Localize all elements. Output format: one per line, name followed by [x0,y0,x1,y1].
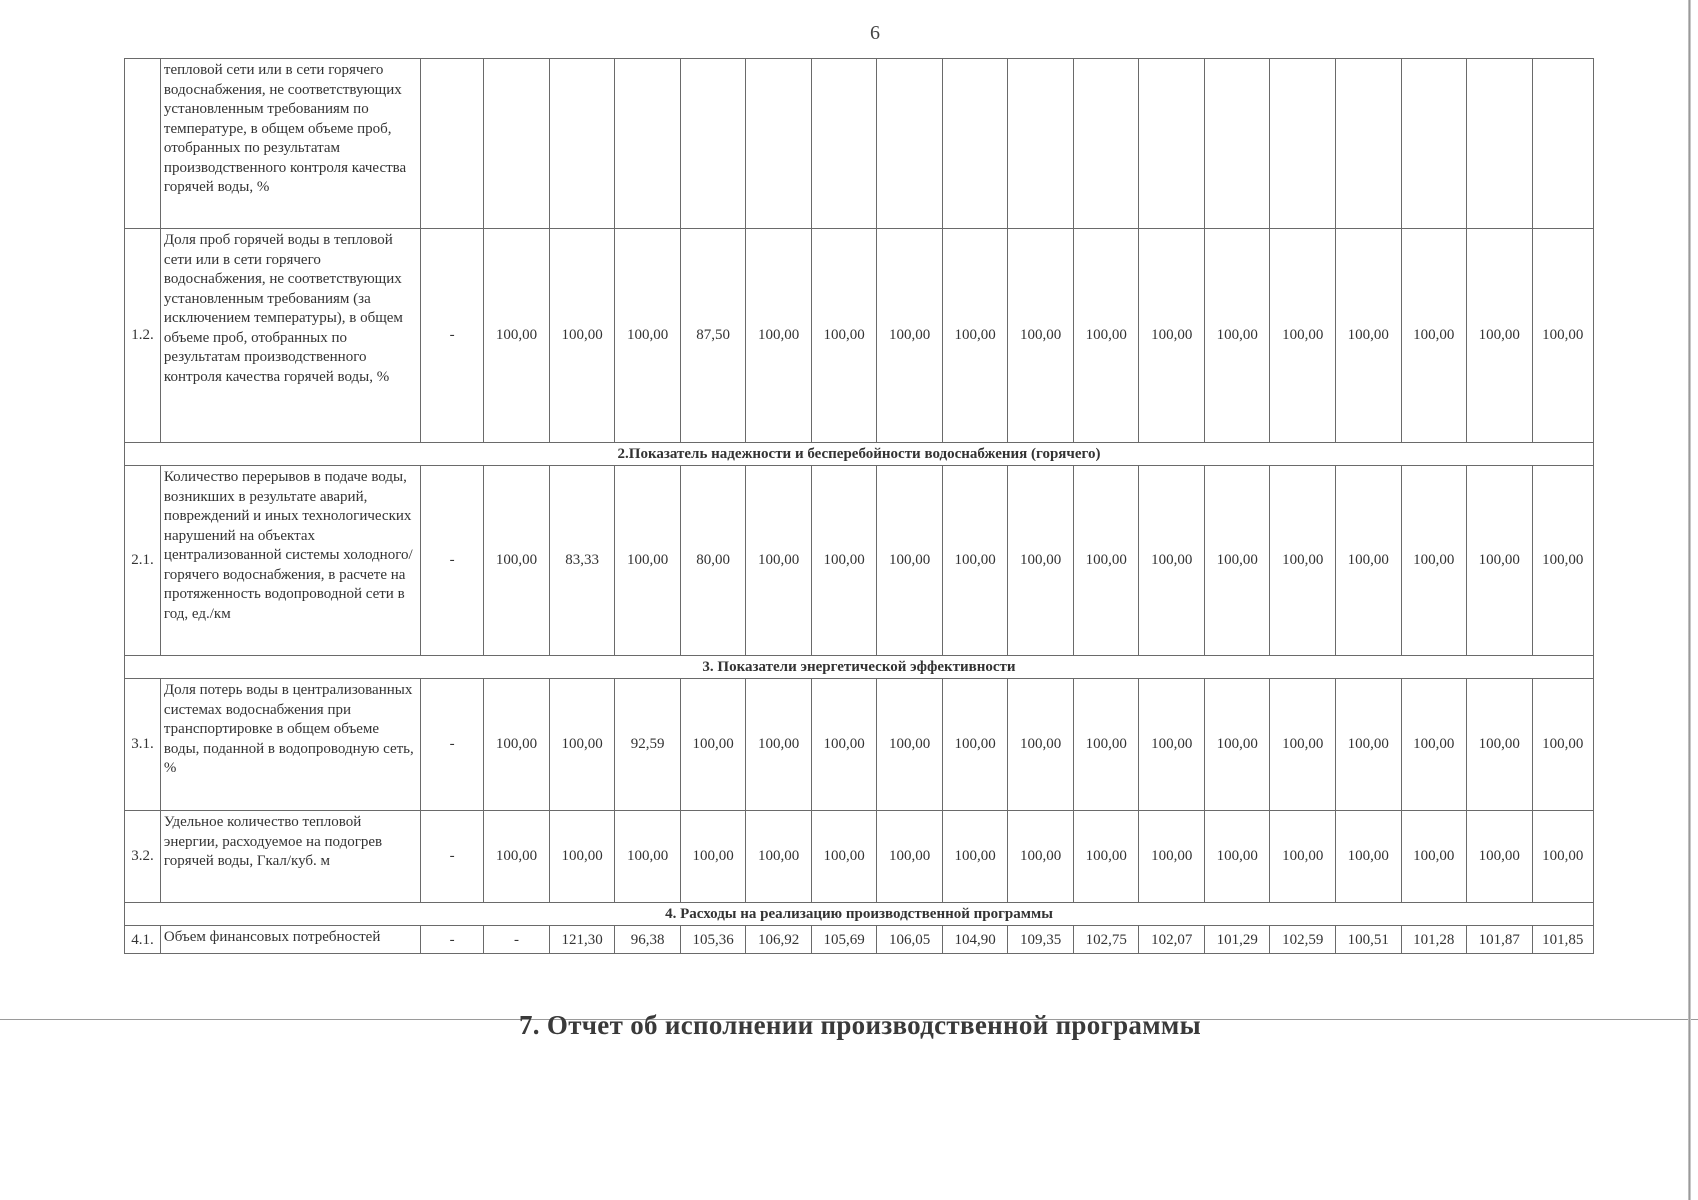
value-cell: 100,00 [484,679,550,811]
row-description: тепловой сети или в сети горячего водоснабжения, не соответствующих установленным требованиям по температуре, в общем объеме проб, отобранных по результатам производственного контроля качества горячей воды, % [160,59,420,229]
table-row [125,229,1594,443]
value-cell: 100,00 [746,229,812,443]
value-cell: 100,00 [1008,229,1074,443]
value-cell: 100,00 [1073,811,1139,903]
value-cell: 80,00 [680,466,746,656]
value-cell: 100,00 [877,679,943,811]
value-cell: 100,00 [615,811,681,903]
value-cell: 100,00 [877,466,943,656]
value-cell: 101,87 [1467,926,1533,954]
value-cell: 100,00 [1532,679,1593,811]
value-cell: 100,00 [877,229,943,443]
row-description: Удельное количество тепловой энергии, расходуемое на подогрев горячей воды, Гкал/куб. м [160,811,420,903]
value-cell: 100,00 [942,679,1008,811]
value-cell: 100,00 [1401,229,1467,443]
section-header-row [125,656,1594,679]
value-cell: 100,00 [680,679,746,811]
value-cell: 100,00 [1336,466,1402,656]
value-cell: 100,00 [1336,229,1402,443]
value-cell: 100,00 [1467,229,1533,443]
value-cell: 100,00 [549,679,615,811]
value-cell: 101,29 [1204,926,1270,954]
row-number: 2.1. [125,466,161,656]
value-cell: 100,51 [1336,926,1402,954]
value-cell: 100,00 [1073,466,1139,656]
value-cell: 100,00 [1204,229,1270,443]
value-cell: 100,00 [942,811,1008,903]
value-cell: 100,00 [615,229,681,443]
row-number: 3.1. [125,679,161,811]
value-cell: - [420,466,483,656]
value-cell: 100,00 [1073,229,1139,443]
value-cell: 100,00 [1139,466,1205,656]
page-number: 6 [870,22,880,44]
value-cell: 96,38 [615,926,681,954]
value-cell: 100,00 [1467,679,1533,811]
table-row [125,466,1594,656]
value-cell: 100,00 [1270,679,1336,811]
value-cell: 100,00 [1008,679,1074,811]
value-cell: 101,28 [1401,926,1467,954]
value-cell: 102,07 [1139,926,1205,954]
value-cell: 100,00 [1401,811,1467,903]
value-cell: - [420,229,483,443]
value-cell: 106,05 [877,926,943,954]
value-cell: 100,00 [1270,811,1336,903]
value-cell: 100,00 [1073,679,1139,811]
row-description: Доля потерь воды в централизованных системах водоснабжения при транспортировке в общем объеме воды, поданной в водопроводную сеть, % [160,679,420,811]
value-cell: 106,92 [746,926,812,954]
value-cell: 100,00 [1139,229,1205,443]
value-cell: 87,50 [680,229,746,443]
value-cell: 100,00 [1336,679,1402,811]
row-description: Доля проб горячей воды в тепловой сети или в сети горячего водоснабжения, не соответствующих установленным требованиям (за исключением температуры), в общем объеме проб, отобранных по результатам производственного контроля качества горячей воды, % [160,229,420,443]
value-cell: 100,00 [1139,679,1205,811]
value-cell: 100,00 [811,811,877,903]
row-description: Объем финансовых потребностей [160,926,420,954]
value-cell: 100,00 [615,466,681,656]
value-cell: 100,00 [1008,811,1074,903]
value-cell: 100,00 [877,811,943,903]
value-cell: 102,75 [1073,926,1139,954]
row-number: 1.2. [125,229,161,443]
value-cell: 100,00 [1270,229,1336,443]
value-cell: 121,30 [549,926,615,954]
value-cell: 100,00 [1401,679,1467,811]
value-cell: 100,00 [549,229,615,443]
value-cell: 100,00 [1139,811,1205,903]
value-cell: 100,00 [1008,466,1074,656]
value-cell: 100,00 [746,679,812,811]
value-cell: - [484,926,550,954]
row-number [125,59,161,229]
value-cell: - [420,926,483,954]
value-cell: 100,00 [1204,811,1270,903]
value-cell: 100,00 [549,811,615,903]
value-cell: 100,00 [746,811,812,903]
section-title: 3. Показатели энергетической эффективности [125,656,1594,679]
value-cell: 100,00 [484,811,550,903]
value-cell: 83,33 [549,466,615,656]
row-description: Количество перерывов в подаче воды, возникших в результате аварий, повреждений и иных технологических нарушений на объектах централизованной системы холодного/горячего водоснабжения, в расчете на протяженность водопроводной сети в год, ед./км [160,466,420,656]
value-cell: 105,36 [680,926,746,954]
value-cell: 100,00 [484,466,550,656]
value-cell: 100,00 [811,679,877,811]
value-cell: 102,59 [1270,926,1336,954]
section-header-row [125,903,1594,926]
table-row [125,811,1594,903]
scan-edge [1688,0,1691,1200]
value-cell: 101,85 [1532,926,1593,954]
value-cell: 100,00 [811,466,877,656]
value-cell: 100,00 [1336,811,1402,903]
value-cell: 100,00 [1204,679,1270,811]
section-title: 2.Показатель надежности и бесперебойности водоснабжения (горячего) [125,443,1594,466]
value-cell: 100,00 [1204,466,1270,656]
value-cell: 104,90 [942,926,1008,954]
value-cell: 100,00 [680,811,746,903]
section-header-row [125,443,1594,466]
table-row [125,59,1594,229]
value-cell: 100,00 [942,466,1008,656]
value-cell: 100,00 [484,229,550,443]
table-row [125,679,1594,811]
value-cell: - [420,679,483,811]
row-number: 4.1. [125,926,161,954]
value-cell: 100,00 [1270,466,1336,656]
value-cell: 100,00 [1532,811,1593,903]
value-cell: 100,00 [1467,811,1533,903]
value-cell: 92,59 [615,679,681,811]
value-cell: - [420,811,483,903]
value-cell: 100,00 [942,229,1008,443]
value-cell: 109,35 [1008,926,1074,954]
section-title: 4. Расходы на реализацию производственной программы [125,903,1594,926]
value-cell: 100,00 [1532,466,1593,656]
indicators-table [124,58,1594,954]
value-cell: 100,00 [1467,466,1533,656]
section-heading: 7. Отчет об исполнении производственной программы [519,1010,1201,1040]
value-cell: 100,00 [811,229,877,443]
table-row [125,926,1594,954]
row-number: 3.2. [125,811,161,903]
value-cell: 100,00 [1401,466,1467,656]
value-cell: 100,00 [746,466,812,656]
value-cell: 100,00 [1532,229,1593,443]
value-cell: 105,69 [811,926,877,954]
